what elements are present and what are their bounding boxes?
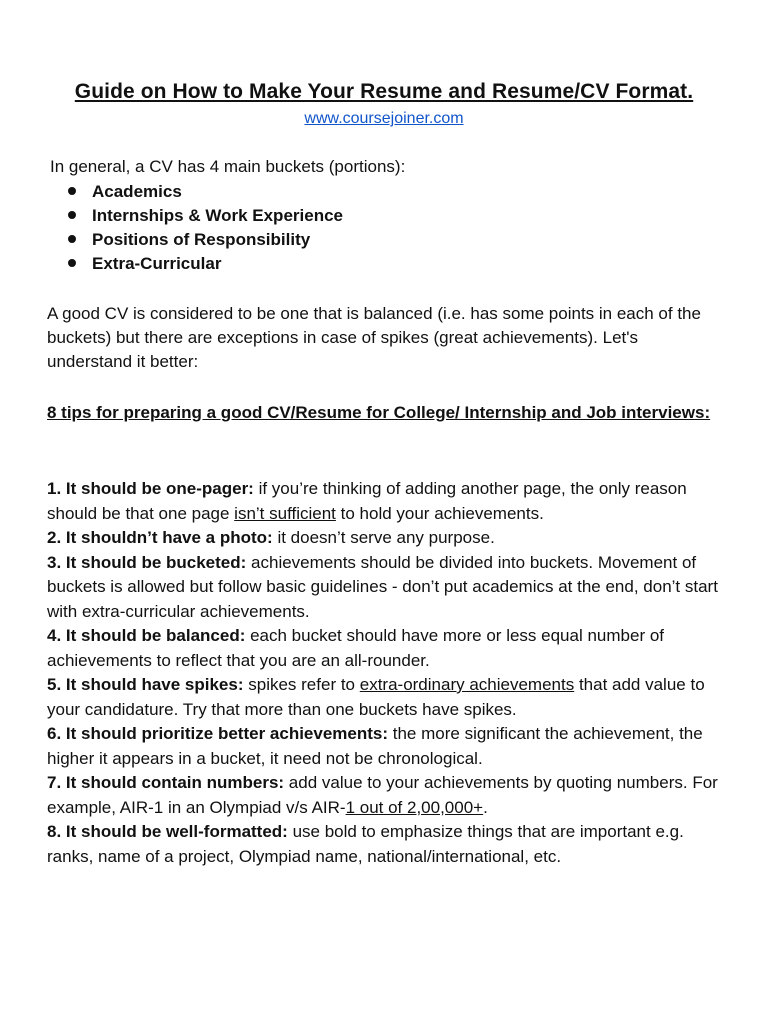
tip-text: it doesn’t serve any purpose. bbox=[272, 528, 495, 547]
tip-label: 6. It should prioritize better achievements: bbox=[47, 724, 389, 743]
tip-text: use bold to emphasize things that are important e.g. ranks, name of a project, Olympiad name, national/international, etc. bbox=[47, 822, 684, 866]
list-item bbox=[68, 252, 343, 276]
tip-item bbox=[47, 771, 727, 820]
tip-text: spikes refer to bbox=[243, 675, 360, 694]
bucket-list bbox=[68, 180, 343, 276]
intro-text: In general, a CV has 4 main buckets (portions): bbox=[50, 157, 406, 176]
tip-text-end: to hold your achievements. bbox=[335, 503, 544, 523]
tip-item bbox=[47, 820, 727, 869]
document-title: Guide on How to Make Your Resume and Resume/CV Format. bbox=[74, 80, 694, 103]
bucket-label: Academics bbox=[92, 182, 182, 201]
list-item bbox=[68, 180, 343, 204]
bullet-icon bbox=[68, 259, 76, 267]
tip-label: 5. It should have spikes: bbox=[47, 675, 244, 694]
website-link[interactable]: www.coursejoiner.com bbox=[304, 110, 464, 127]
list-item bbox=[68, 228, 343, 252]
balance-paragraph: A good CV is considered to be one that is balanced (i.e. has some points in each of the buckets) but there are exceptions in case of spikes (great achievements). Let's understand it better: bbox=[47, 304, 701, 371]
tip-underlined-text: extra-ordinary achievements bbox=[359, 675, 575, 694]
tip-item bbox=[47, 477, 727, 526]
tip-item bbox=[47, 673, 727, 722]
tips-heading: 8 tips for preparing a good CV/Resume for College/ Internship and Job interviews: bbox=[47, 403, 711, 422]
tip-item bbox=[47, 722, 727, 771]
bullet-icon bbox=[68, 235, 76, 243]
tip-label: 7. It should contain numbers: bbox=[47, 773, 285, 792]
tip-label: 8. It should be well-formatted: bbox=[47, 822, 288, 841]
bucket-label: Extra-Curricular bbox=[92, 254, 222, 273]
tip-item bbox=[47, 551, 727, 625]
tip-label: 4. It should be balanced: bbox=[47, 626, 246, 645]
list-item bbox=[68, 204, 343, 228]
tips-list bbox=[47, 477, 727, 869]
tip-underlined-text: isn’t sufficient bbox=[234, 503, 336, 523]
bucket-label: Internships & Work Experience bbox=[92, 206, 343, 225]
bullet-icon bbox=[68, 187, 76, 195]
tip-text: achievements should be divided into buckets. Movement of buckets is allowed but follow basic guidelines - don’t put academics at the end, don’t start with extra-curricular achievements. bbox=[47, 552, 718, 621]
tip-underlined-text: 1 out of 2,00,000+ bbox=[345, 797, 484, 817]
tip-text-end: . bbox=[483, 797, 488, 817]
bucket-label: Positions of Responsibility bbox=[92, 230, 311, 249]
tip-text: add value to your achievements by quoting numbers. For example, AIR-1 in an Olympiad v/s AIR- bbox=[47, 773, 718, 817]
tip-text: each bucket should have more or less equal number of achievements to reflect that you are an all-rounder. bbox=[47, 626, 665, 670]
tip-item bbox=[47, 526, 727, 551]
tip-item bbox=[47, 624, 727, 673]
tip-text-end: that add value to your candidature. Try that more than one buckets have spikes. bbox=[47, 675, 705, 719]
tip-text: if you’re thinking of adding another page, the only reason should be that one page bbox=[47, 479, 687, 523]
bullet-icon bbox=[68, 211, 76, 219]
tip-label: 2. It shouldn’t have a photo: bbox=[47, 528, 273, 547]
tip-label: 1. It should be one-pager: bbox=[47, 479, 254, 498]
tip-label: 3. It should be bucketed: bbox=[47, 552, 247, 572]
tip-text: the more significant the achievement, the higher it appears in a bucket, it need not be chronological. bbox=[47, 724, 703, 768]
